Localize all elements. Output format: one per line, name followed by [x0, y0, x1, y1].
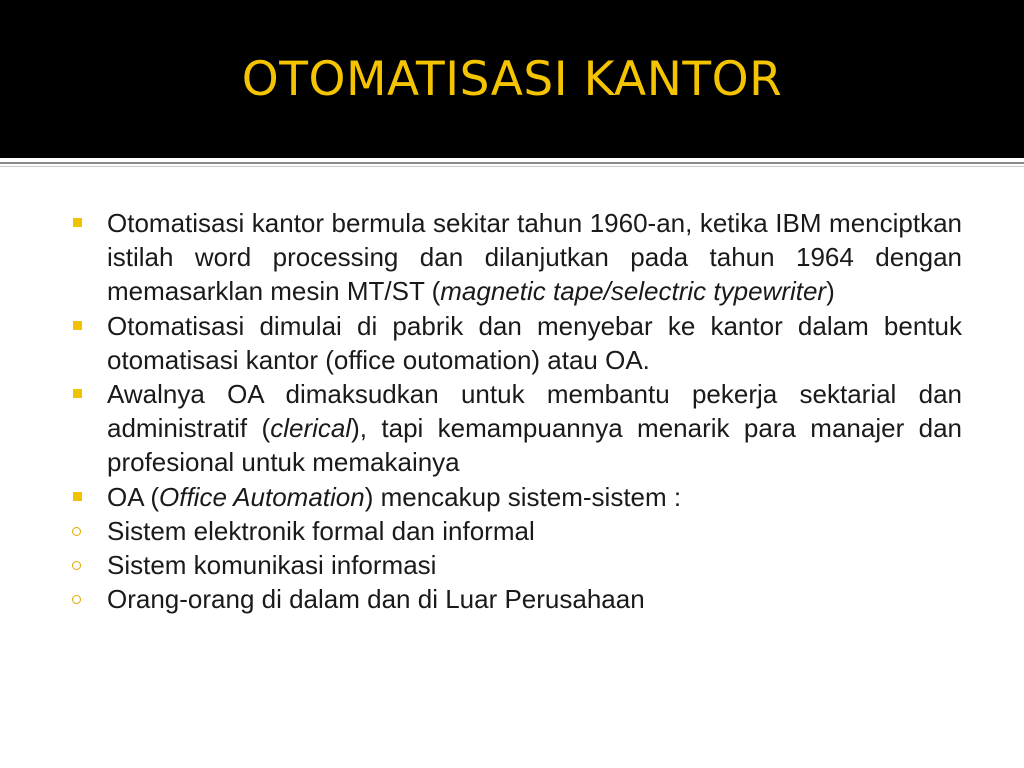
divider-line-thin [0, 166, 1024, 167]
bullet-text: Otomatisasi kantor bermula sekitar tahun 1960-an, ketika IBM menciptkan istilah word processing dan dilanjutkan pada tahun 1964 dengan memasarklan mesin MT/ST (magnetic tape/selectric typewriter) [107, 208, 962, 307]
sub-bullet-item [72, 582, 962, 616]
square-bullet-icon [73, 321, 82, 330]
circle-bullet-icon [72, 527, 81, 536]
square-bullet-icon [73, 492, 82, 501]
bullet-item [72, 206, 962, 309]
slide-title: OTOMATISASI KANTOR [241, 52, 783, 107]
emphasis-text: magnetic tape/selectric typewriter [440, 276, 827, 307]
bullet-text: Sistem komunikasi informasi [107, 550, 437, 581]
bullet-list [72, 206, 962, 616]
emphasis-text: Office Automation [159, 481, 365, 512]
title-bar [0, 0, 1024, 158]
bullet-item [72, 480, 962, 514]
circle-bullet-icon [72, 561, 81, 570]
square-bullet-icon [73, 389, 82, 398]
sub-bullet-item [72, 548, 962, 582]
bullet-text: Otomatisasi dimulai di pabrik dan menyebar ke kantor dalam bentuk otomatisasi kantor (office outomation) atau OA. [107, 310, 962, 375]
bullet-text: OA (Office Automation) mencakup sistem-sistem : [107, 481, 682, 512]
sub-bullet-item [72, 514, 962, 548]
divider-line [0, 162, 1024, 164]
circle-bullet-icon [72, 595, 81, 604]
bullet-item [72, 309, 962, 377]
square-bullet-icon [73, 218, 82, 227]
bullet-text: Orang-orang di dalam dan di Luar Perusahaan [107, 584, 645, 615]
bullet-text: Sistem elektronik formal dan informal [107, 515, 535, 546]
emphasis-text: clerical [270, 413, 352, 444]
bullet-text: Awalnya OA dimaksudkan untuk membantu pekerja sektarial dan administratif (clerical), tapi kemampuannya menarik para manajer dan profesional untuk memakainya [107, 379, 962, 478]
bullet-item [72, 377, 962, 480]
